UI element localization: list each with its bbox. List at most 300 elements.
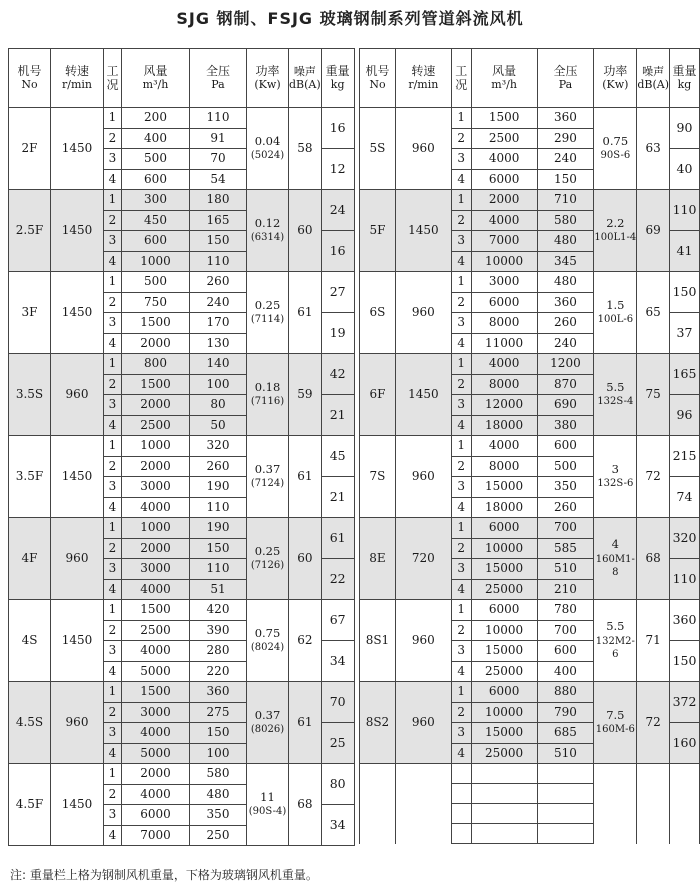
noise-cell: 65: [637, 272, 670, 354]
empty-cell: [637, 824, 670, 844]
flow-cell: 1500: [122, 682, 190, 703]
pressure-cell: 790: [537, 702, 594, 723]
model-cell: 3F: [9, 272, 51, 354]
table-body-left: [9, 108, 355, 846]
weight-frp-cell: 25: [321, 723, 354, 764]
condition-cell: 3: [104, 723, 122, 744]
speed-cell: 960: [395, 600, 451, 682]
table-body-right: [360, 108, 700, 844]
noise-cell: 68: [289, 764, 322, 846]
motor-model: (90S-4): [248, 806, 287, 818]
speed-cell: 1450: [51, 190, 104, 272]
condition-cell: 3: [451, 641, 471, 662]
condition-cell: 1: [451, 190, 471, 211]
header-row: [9, 49, 355, 108]
empty-cell: [537, 824, 594, 844]
weight-steel-cell: 320: [669, 518, 699, 559]
header-model: 机号 No: [360, 49, 396, 108]
empty-cell: [537, 764, 594, 784]
empty-cell: [669, 804, 699, 824]
flow-cell: 1000: [122, 251, 190, 272]
header-power: 功率 (Kw): [594, 49, 637, 108]
flow-cell: 15000: [471, 559, 537, 580]
flow-cell: 2000: [471, 190, 537, 211]
weight-steel-cell: 70: [321, 682, 354, 723]
model-cell: 3.5S: [9, 354, 51, 436]
weight-steel-cell: 24: [321, 190, 354, 231]
condition-cell: 4: [451, 169, 471, 190]
weight-frp-cell: 74: [669, 477, 699, 518]
weight-frp-cell: 22: [321, 559, 354, 600]
condition-cell: 4: [104, 661, 122, 682]
flow-cell: 3000: [471, 272, 537, 293]
flow-cell: 10000: [471, 538, 537, 559]
power-value: 7.5: [606, 708, 625, 723]
condition-cell: 4: [104, 415, 122, 436]
empty-cell: [594, 824, 637, 844]
weight-frp-cell: 160: [669, 723, 699, 764]
empty-cell: [471, 804, 537, 824]
condition-cell: 2: [104, 292, 122, 313]
empty-cell: [637, 784, 670, 804]
condition-cell: 2: [104, 374, 122, 395]
weight-steel-cell: 150: [669, 272, 699, 313]
flow-cell: 4000: [122, 579, 190, 600]
flow-cell: 2000: [122, 395, 190, 416]
speed-cell: 960: [395, 108, 451, 190]
flow-cell: 3000: [122, 559, 190, 580]
empty-cell: [594, 784, 637, 804]
table-row: [360, 190, 700, 211]
header-power: 功率 (Kw): [247, 49, 289, 108]
motor-model: (8024): [250, 642, 285, 654]
pressure-cell: 290: [537, 128, 594, 149]
pressure-cell: 54: [190, 169, 247, 190]
speed-cell: 1450: [395, 190, 451, 272]
empty-cell: [395, 764, 451, 784]
flow-cell: 7000: [122, 825, 190, 846]
pressure-cell: 100: [190, 743, 247, 764]
condition-cell: 2: [104, 784, 122, 805]
pressure-cell: 165: [190, 210, 247, 231]
condition-cell: 3: [104, 231, 122, 252]
header-condition: 工况: [104, 49, 122, 108]
empty-cell: [471, 764, 537, 784]
table-row: [9, 518, 355, 539]
flow-cell: 12000: [471, 395, 537, 416]
page-title: SJG 钢制、FSJG 玻璃钢制系列管道斜流风机: [176, 9, 524, 28]
table-row: [360, 600, 700, 621]
speed-cell: 1450: [51, 108, 104, 190]
flow-cell: 25000: [471, 743, 537, 764]
header-noise: 噪声 dB(A): [289, 49, 322, 108]
pressure-cell: 1200: [537, 354, 594, 375]
table-row: [360, 272, 700, 293]
speed-cell: 1450: [51, 600, 104, 682]
flow-cell: 600: [122, 231, 190, 252]
condition-cell: 2: [451, 456, 471, 477]
weight-steel-cell: 360: [669, 600, 699, 641]
pressure-cell: 150: [190, 538, 247, 559]
pressure-cell: 685: [537, 723, 594, 744]
flow-cell: 6000: [471, 682, 537, 703]
flow-cell: 2000: [122, 333, 190, 354]
pressure-cell: 870: [537, 374, 594, 395]
flow-cell: 450: [122, 210, 190, 231]
weight-frp-cell: 12: [321, 149, 354, 190]
flow-cell: 4000: [122, 641, 190, 662]
motor-model: 132S-4: [597, 396, 634, 408]
empty-cell: [471, 824, 537, 844]
flow-cell: 6000: [122, 805, 190, 826]
flow-cell: 2000: [122, 538, 190, 559]
empty-cell: [451, 824, 471, 844]
condition-cell: 3: [104, 641, 122, 662]
empty-cell: [594, 764, 637, 784]
condition-cell: 3: [104, 149, 122, 170]
condition-cell: 1: [104, 190, 122, 211]
pressure-cell: 700: [537, 518, 594, 539]
condition-cell: 4: [451, 333, 471, 354]
table-row: [360, 436, 700, 457]
motor-model: (5024): [250, 150, 285, 162]
pressure-cell: 350: [190, 805, 247, 826]
power-cell: [247, 764, 289, 846]
noise-cell: 60: [289, 518, 322, 600]
pressure-cell: 600: [537, 436, 594, 457]
weight-steel-cell: 372: [669, 682, 699, 723]
empty-cell: [360, 804, 396, 824]
power-cell: [247, 190, 289, 272]
pressure-cell: 150: [190, 723, 247, 744]
flow-cell: 8000: [471, 313, 537, 334]
motor-model: (8026): [250, 724, 285, 736]
condition-cell: 2: [451, 128, 471, 149]
pressure-cell: 240: [190, 292, 247, 313]
motor-model: (7126): [250, 560, 285, 572]
flow-cell: 4000: [122, 723, 190, 744]
pressure-cell: 80: [190, 395, 247, 416]
condition-cell: 2: [451, 210, 471, 231]
flow-cell: 15000: [471, 477, 537, 498]
pressure-cell: 190: [190, 477, 247, 498]
condition-cell: 3: [451, 723, 471, 744]
condition-cell: 1: [104, 600, 122, 621]
empty-cell: [360, 784, 396, 804]
table-row: [360, 108, 700, 129]
condition-cell: 1: [451, 272, 471, 293]
pressure-cell: 51: [190, 579, 247, 600]
pressure-cell: 400: [537, 661, 594, 682]
noise-cell: 61: [289, 272, 322, 354]
condition-cell: 2: [104, 456, 122, 477]
condition-cell: 1: [104, 764, 122, 785]
condition-cell: 2: [104, 620, 122, 641]
condition-cell: 4: [104, 825, 122, 846]
empty-cell: [537, 804, 594, 824]
speed-cell: 960: [51, 518, 104, 600]
pressure-cell: 180: [190, 190, 247, 211]
pressure-cell: 170: [190, 313, 247, 334]
power-value: 0.12: [254, 216, 281, 231]
pressure-cell: 580: [537, 210, 594, 231]
condition-cell: 3: [451, 231, 471, 252]
motor-model: (7114): [250, 314, 285, 326]
pressure-cell: 110: [190, 108, 247, 129]
condition-cell: 1: [451, 682, 471, 703]
power-value: 1.5: [606, 298, 625, 313]
noise-cell: 60: [289, 190, 322, 272]
motor-model: (7116): [250, 396, 285, 408]
pressure-cell: 240: [537, 149, 594, 170]
speed-cell: 960: [51, 354, 104, 436]
condition-cell: 4: [104, 743, 122, 764]
condition-cell: 2: [451, 374, 471, 395]
pressure-cell: 360: [190, 682, 247, 703]
empty-cell: [537, 784, 594, 804]
pressure-cell: 480: [537, 231, 594, 252]
pressure-cell: 350: [537, 477, 594, 498]
condition-cell: 1: [451, 108, 471, 129]
flow-cell: 4000: [122, 497, 190, 518]
header-pressure: 全压 Pa: [190, 49, 247, 108]
condition-cell: 4: [104, 169, 122, 190]
pressure-cell: 91: [190, 128, 247, 149]
flow-cell: 5000: [122, 661, 190, 682]
empty-cell: [669, 764, 699, 784]
condition-cell: 4: [104, 251, 122, 272]
flow-cell: 10000: [471, 620, 537, 641]
flow-cell: 18000: [471, 415, 537, 436]
condition-cell: 3: [451, 149, 471, 170]
pressure-cell: 260: [537, 497, 594, 518]
weight-steel-cell: 61: [321, 518, 354, 559]
condition-cell: 3: [451, 559, 471, 580]
model-cell: 4.5S: [9, 682, 51, 764]
pressure-cell: 150: [537, 169, 594, 190]
pressure-cell: 110: [190, 559, 247, 580]
empty-cell: [395, 824, 451, 844]
condition-cell: 1: [104, 682, 122, 703]
speed-cell: 1450: [51, 272, 104, 354]
pressure-cell: 70: [190, 149, 247, 170]
model-cell: 5F: [360, 190, 396, 272]
speed-cell: 960: [395, 682, 451, 764]
weight-frp-cell: 150: [669, 641, 699, 682]
weight-steel-cell: 16: [321, 108, 354, 149]
flow-cell: 1500: [122, 313, 190, 334]
power-cell: [594, 682, 637, 764]
power-value: 11: [260, 790, 275, 805]
pressure-cell: 880: [537, 682, 594, 703]
flow-cell: 5000: [122, 743, 190, 764]
noise-cell: 62: [289, 600, 322, 682]
flow-cell: 200: [122, 108, 190, 129]
header-speed: 转速 r/min: [395, 49, 451, 108]
motor-model: 160M-6: [595, 724, 635, 736]
spec-table-left: [8, 48, 355, 846]
pressure-cell: 110: [190, 251, 247, 272]
table-row: [9, 600, 355, 621]
weight-steel-cell: 110: [669, 190, 699, 231]
pressure-cell: 260: [537, 313, 594, 334]
condition-cell: 4: [451, 661, 471, 682]
motor-model: 100L-6: [597, 314, 634, 326]
flow-cell: 2500: [471, 128, 537, 149]
flow-cell: 7000: [471, 231, 537, 252]
table-row: [9, 764, 355, 785]
pressure-cell: 585: [537, 538, 594, 559]
speed-cell: 1450: [51, 436, 104, 518]
speed-cell: 1450: [51, 764, 104, 846]
weight-steel-cell: 67: [321, 600, 354, 641]
weight-steel-cell: 45: [321, 436, 354, 477]
weight-frp-cell: 21: [321, 477, 354, 518]
empty-cell: [451, 764, 471, 784]
pressure-cell: 140: [190, 354, 247, 375]
flow-cell: 1000: [122, 436, 190, 457]
flow-cell: 4000: [122, 784, 190, 805]
condition-cell: 1: [104, 108, 122, 129]
pressure-cell: 710: [537, 190, 594, 211]
pressure-cell: 390: [190, 620, 247, 641]
noise-cell: 63: [637, 108, 670, 190]
power-value: 0.25: [254, 298, 281, 313]
pressure-cell: 150: [190, 231, 247, 252]
power-value: 5.5: [606, 619, 625, 634]
empty-cell: [395, 784, 451, 804]
weight-steel-cell: 27: [321, 272, 354, 313]
flow-cell: 4000: [471, 210, 537, 231]
flow-cell: 15000: [471, 723, 537, 744]
empty-row: [360, 824, 700, 844]
condition-cell: 2: [451, 292, 471, 313]
power-value: 0.75: [254, 626, 281, 641]
model-cell: 4.5F: [9, 764, 51, 846]
pressure-cell: 420: [190, 600, 247, 621]
header-weight: 重量 kg: [321, 49, 354, 108]
noise-cell: 58: [289, 108, 322, 190]
power-cell: [247, 436, 289, 518]
noise-cell: 61: [289, 682, 322, 764]
noise-cell: 69: [637, 190, 670, 272]
condition-cell: 3: [104, 395, 122, 416]
empty-cell: [471, 784, 537, 804]
motor-model: (6314): [250, 232, 285, 244]
condition-cell: 2: [104, 128, 122, 149]
header-row: [360, 49, 700, 108]
power-cell: [247, 600, 289, 682]
noise-cell: 75: [637, 354, 670, 436]
weight-steel-cell: 90: [669, 108, 699, 149]
speed-cell: 1450: [395, 354, 451, 436]
header-flow: 风量 m³/h: [122, 49, 190, 108]
weight-steel-cell: 42: [321, 354, 354, 395]
header-model: 机号 No: [9, 49, 51, 108]
motor-model: 160M1-8: [595, 553, 635, 579]
condition-cell: 2: [104, 210, 122, 231]
table-row: [9, 682, 355, 703]
flow-cell: 15000: [471, 641, 537, 662]
weight-frp-cell: 16: [321, 231, 354, 272]
empty-cell: [594, 804, 637, 824]
model-cell: 4S: [9, 600, 51, 682]
empty-row: [360, 804, 700, 824]
power-value: 0.75: [602, 134, 629, 149]
power-value: 4: [611, 537, 619, 552]
power-cell: [247, 518, 289, 600]
empty-cell: [669, 824, 699, 844]
table-row: [360, 518, 700, 539]
condition-cell: 4: [451, 251, 471, 272]
pressure-cell: 280: [190, 641, 247, 662]
power-value: 5.5: [606, 380, 625, 395]
weight-frp-cell: 34: [321, 805, 354, 846]
pressure-cell: 510: [537, 559, 594, 580]
empty-cell: [637, 804, 670, 824]
condition-cell: 1: [104, 272, 122, 293]
condition-cell: 1: [451, 354, 471, 375]
condition-cell: 2: [451, 538, 471, 559]
power-value: 0.25: [254, 544, 281, 559]
noise-cell: 72: [637, 436, 670, 518]
condition-cell: 4: [104, 497, 122, 518]
motor-model: 132M2-6: [595, 635, 635, 661]
condition-cell: 2: [451, 620, 471, 641]
flow-cell: 2000: [122, 764, 190, 785]
power-cell: [594, 436, 637, 518]
power-cell: [247, 682, 289, 764]
flow-cell: 4000: [471, 436, 537, 457]
flow-cell: 300: [122, 190, 190, 211]
weight-frp-cell: 96: [669, 395, 699, 436]
power-value: 0.18: [254, 380, 281, 395]
weight-frp-cell: 40: [669, 149, 699, 190]
condition-cell: 1: [451, 518, 471, 539]
condition-cell: 1: [104, 518, 122, 539]
empty-row: [360, 784, 700, 804]
power-cell: [594, 108, 637, 190]
table-row: [9, 108, 355, 129]
power-cell: [594, 272, 637, 354]
condition-cell: 2: [104, 702, 122, 723]
flow-cell: 10000: [471, 251, 537, 272]
pressure-cell: 260: [190, 456, 247, 477]
flow-cell: 25000: [471, 579, 537, 600]
flow-cell: 4000: [471, 149, 537, 170]
speed-cell: 960: [395, 272, 451, 354]
flow-cell: 18000: [471, 497, 537, 518]
power-cell: [594, 190, 637, 272]
header-condition: 工况: [451, 49, 471, 108]
model-cell: 8E: [360, 518, 396, 600]
flow-cell: 1500: [471, 108, 537, 129]
table-row: [360, 354, 700, 375]
power-cell: [594, 354, 637, 436]
weight-steel-cell: 215: [669, 436, 699, 477]
noise-cell: 68: [637, 518, 670, 600]
table-row: [9, 436, 355, 457]
flow-cell: 8000: [471, 374, 537, 395]
pressure-cell: 700: [537, 620, 594, 641]
flow-cell: 1000: [122, 518, 190, 539]
model-cell: 2F: [9, 108, 51, 190]
motor-model: 132S-6: [597, 478, 634, 490]
model-cell: 8S2: [360, 682, 396, 764]
pressure-cell: 260: [190, 272, 247, 293]
noise-cell: 71: [637, 600, 670, 682]
weight-frp-cell: 21: [321, 395, 354, 436]
